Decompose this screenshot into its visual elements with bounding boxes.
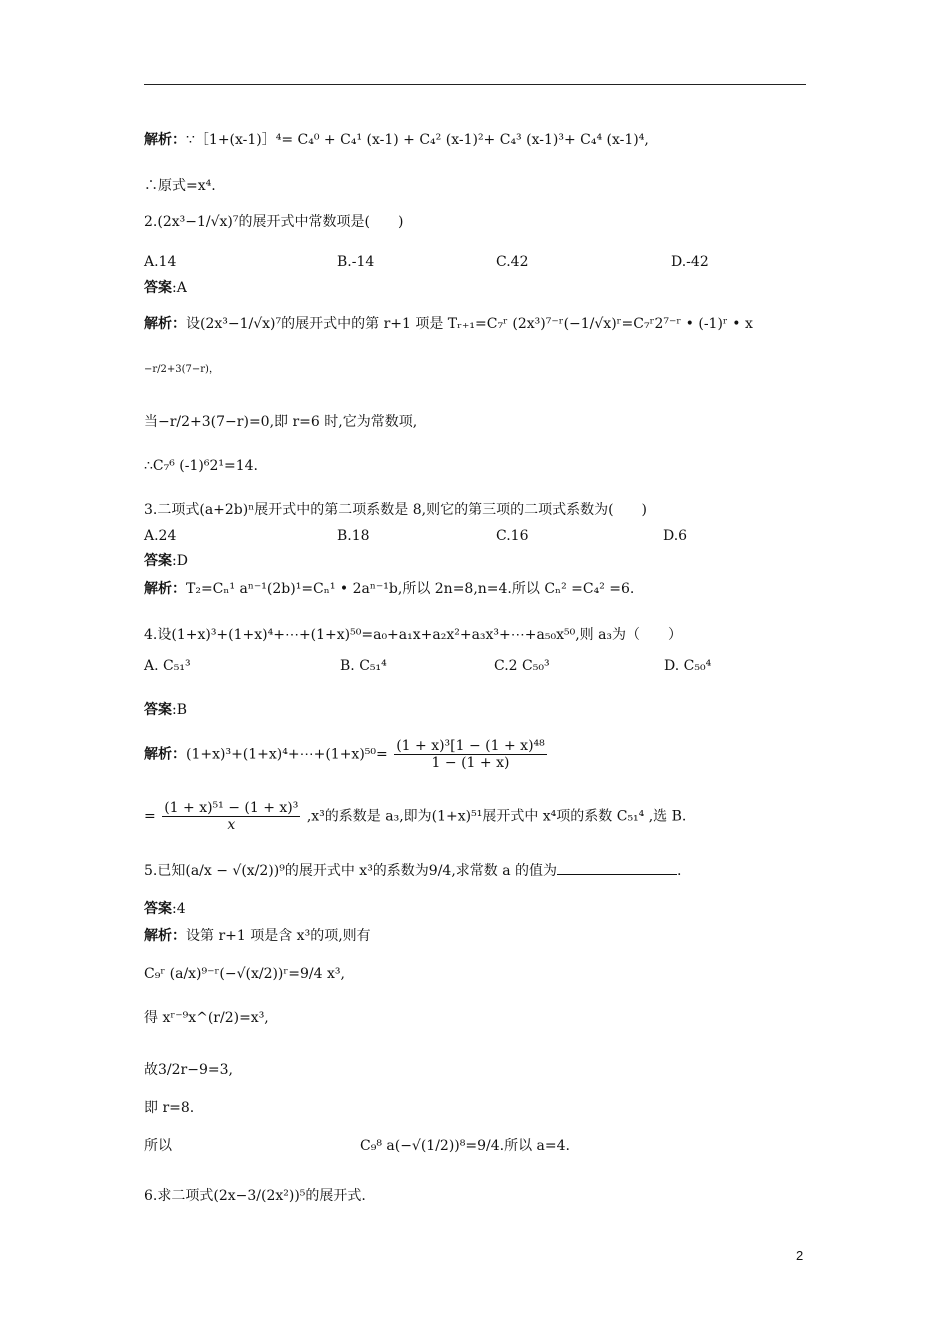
answer-4 [144,700,187,720]
q3-option-a: A.24 [144,528,177,544]
solution-5-step: 得 xʳ⁻⁹x^(r/2)=x³, [144,1010,269,1026]
solution-label: 解析： [144,581,186,597]
header-rule [144,84,806,85]
q4-option-a: A. C₅₁³ [144,658,191,674]
solution-1-line [144,130,649,150]
solution-label: 解析： [144,746,186,763]
solution-5-final: C₉⁸ a(−√(1/2))⁸=9/4.所以 a=4. [360,1138,570,1154]
solution-5-equation: C₉ʳ (a/x)⁹⁻ʳ(−√(x/2))ʳ=9/4 x³, [144,966,345,982]
solution-4-line [144,738,549,771]
solution-label: 解析： [144,132,186,148]
answer-value: :4 [172,901,186,917]
solution-text: 设(2x³−1/√x)⁷的展开式中的第 r+1 项是 Tᵣ₊₁=C₇ʳ (2x³)⁷⁻ʳ(−1/√x)ʳ=C₇ʳ2⁷⁻ʳ • (-1)ʳ • x [186,316,753,332]
solution-2-condition: 当−r/2+3(7−r)=0,即 r=6 时,它为常数项, [144,414,418,430]
q4-option-b: B. C₅₁⁴ [340,658,387,674]
solution-3-line [144,579,634,599]
equals-sign: = [144,808,156,825]
q2-option-a: A.14 [144,254,177,270]
solution-5-solve: 故3/2r−9=3, [144,1062,233,1078]
fraction-denominator: 1 − (1 + x) [431,755,510,771]
solution-label: 解析： [144,316,186,332]
solution-4-line-2 [144,800,686,833]
fraction-numerator: (1 + x)³[1 − (1 + x)⁴⁸ [396,738,545,754]
answer-value: :B [172,702,188,718]
answer-value: :D [172,553,188,569]
q3-option-d: D.6 [663,528,688,544]
question-4: 4.设(1+x)³+(1+x)⁴+⋯+(1+x)⁵⁰=a₀+a₁x+a₂x²+a₃x³+⋯+a₅₀x⁵⁰,则 a₃为（ ） [144,627,683,643]
solution-5-therefore-label: 所以 [144,1138,172,1154]
solution-label: 解析： [144,928,186,944]
solution-4b-fraction [162,800,300,833]
q2-option-b: B.-14 [337,254,375,270]
q3-option-c: C.16 [496,528,529,544]
solution-2-line [144,314,753,334]
solution-5-line [144,926,371,946]
answer-value: :A [172,280,187,296]
solution-text: ∵［1+(x-1)］⁴= C₄⁰ + C₄¹ (x-1) + C₄² (x-1)²+ C₄³ (x-1)³+ C₄⁴ (x-1)⁴, [186,132,649,148]
question-end: . [677,863,682,879]
fraction-denominator: x [227,817,236,833]
q2-option-c: C.42 [496,254,529,270]
solution-text: 设第 r+1 项是含 x³的项,则有 [186,928,371,944]
question-5 [144,860,682,881]
solution-5-r-value: 即 r=8. [144,1100,195,1116]
solution-text: ,x³的系数是 a₃,即为(1+x)⁵¹展开式中 x⁴项的系数 C₅₁⁴ ,选 B. [306,808,687,825]
q3-option-b: B.18 [337,528,370,544]
answer-label: 答案 [144,553,172,569]
q4-option-d: D. C₅₀⁴ [664,658,712,674]
question-text: 5.已知(a/x − √(x/2))⁹的展开式中 x³的系数为9/4,求常数 a 的值为 [144,863,558,879]
answer-2 [144,278,187,298]
answer-3 [144,551,188,571]
answer-blank [557,860,677,875]
question-6: 6.求二项式(2x−3/(2x²))⁵的展开式. [144,1188,366,1204]
solution-4-fraction [394,738,547,771]
solution-2-exponent: −r/2+3(7−r)， [144,364,219,375]
q4-option-c: C.2 C₅₀³ [494,658,550,674]
question-2: 2.(2x³−1/√x)⁷的展开式中常数项是( ) [144,214,404,230]
q2-option-d: D.-42 [671,254,709,270]
answer-label: 答案 [144,702,172,718]
question-3: 3.二项式(a+2b)ⁿ展开式中的第二项系数是 8,则它的第三项的二项式系数为( ) [144,502,648,518]
answer-label: 答案 [144,280,172,296]
answer-label: 答案 [144,901,172,917]
solution-text: (1+x)³+(1+x)⁴+⋯+(1+x)⁵⁰= [186,746,388,763]
answer-5 [144,899,186,919]
fraction-numerator: (1 + x)⁵¹ − (1 + x)³ [164,800,299,816]
conclusion-line: ∴原式=x⁴. [144,178,216,194]
page-number: 2 [796,1248,804,1263]
solution-2-result: ∴C₇⁶ (-1)⁶2¹=14. [144,458,258,474]
solution-text: T₂=Cₙ¹ aⁿ⁻¹(2b)¹=Cₙ¹ • 2aⁿ⁻¹b,所以 2n=8,n=4.所以 Cₙ² =C₄² =6. [186,581,635,597]
